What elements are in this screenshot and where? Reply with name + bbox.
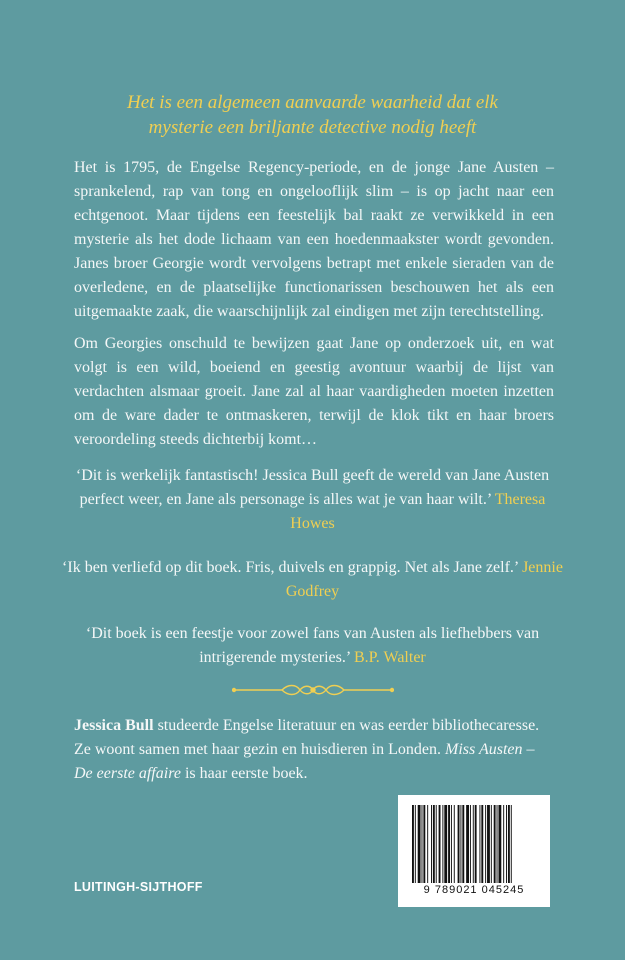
tagline bbox=[60, 90, 565, 140]
quote-text: ‘Ik ben verliefd op dit boek. Fris, duivels en grappig. Net als Jane zelf.’ bbox=[62, 559, 519, 576]
barcode-bar bbox=[475, 805, 477, 883]
barcode-bar bbox=[481, 805, 483, 883]
tagline-line-2: mysterie een briljante detective nodig heeft bbox=[148, 117, 477, 138]
barcode-bar bbox=[448, 805, 450, 883]
quote-author: Jennie Godfrey bbox=[285, 559, 563, 600]
publisher-logo: LUITINGH-SIJTHOFF bbox=[74, 880, 203, 894]
barcode-bar bbox=[485, 805, 486, 883]
barcode-bar bbox=[470, 805, 471, 883]
barcode-bar bbox=[506, 805, 507, 883]
isbn-number: 9 789021 045245 bbox=[423, 884, 525, 896]
barcode-bar bbox=[494, 805, 496, 883]
barcode-bar bbox=[503, 805, 504, 883]
barcode-bar bbox=[431, 805, 432, 883]
barcode-bar bbox=[479, 805, 480, 883]
quote-author: Theresa Howes bbox=[290, 491, 546, 532]
book-title: Miss Austen – De eerste affaire bbox=[74, 741, 535, 782]
review-quote bbox=[60, 464, 565, 536]
tagline-line-1: Het is een algemeen aanvaarde waarheid dat elk bbox=[127, 92, 498, 113]
barcode-bar bbox=[466, 805, 469, 883]
barcode-bar bbox=[412, 805, 414, 883]
barcode-bar bbox=[433, 805, 435, 883]
barcode-bar bbox=[497, 805, 498, 883]
author-bio-text: studeerde Engelse literatuur en was eerder bibliothecaresse. Ze woont samen met haar gezin en huisdieren in Londen. bbox=[74, 717, 540, 758]
author-bio-end: is haar eerste boek. bbox=[180, 765, 308, 782]
barcode-bar bbox=[462, 805, 464, 883]
barcode-bar bbox=[444, 805, 447, 883]
barcode bbox=[398, 795, 550, 907]
barcode-bar bbox=[422, 805, 423, 883]
barcode-bar bbox=[427, 805, 428, 883]
quote-text: ‘Dit is werkelijk fantastisch! Jessica Bull geeft de wereld van Jane Austen perfect weer, en Jane als personage is alles wat je van haar wilt.’ bbox=[75, 467, 550, 508]
barcode-bar bbox=[442, 805, 443, 883]
author-name: Jessica Bull bbox=[74, 717, 154, 734]
barcode-bar bbox=[454, 805, 455, 883]
barcode-bar bbox=[451, 805, 452, 883]
barcode-bar bbox=[439, 805, 441, 883]
barcode-bar bbox=[491, 805, 492, 883]
quote-author: B.P. Walter bbox=[354, 649, 426, 666]
barcode-bar bbox=[511, 805, 512, 883]
barcode-bar bbox=[473, 805, 474, 883]
barcode-bar bbox=[498, 805, 501, 883]
barcode-bar bbox=[423, 805, 425, 883]
barcode-bar bbox=[458, 805, 460, 883]
barcode-bar bbox=[436, 805, 437, 883]
blurb-paragraph-1: Het is 1795, de Engelse Regency-periode, en de jonge Jane Austen – sprankelend, rap van tong en ongelooflijk slim – is op jacht naar een echtgenoot. Maar tijdens een feestelijk bal raakt ze verwikkeld in een mysterie als het dode lichaam van een hoedenmaakster wordt gevonden. Janes broer Georgie wordt vervolgens betrapt met enkele sieraden van de overledene, en de plaatselijke functionarissen beschouwen het als een uitgemaakte zaak, die waarschijnlijk zal eindigen met zijn terechtstelling. bbox=[74, 159, 554, 320]
barcode-icon bbox=[412, 805, 536, 883]
author-bio bbox=[74, 714, 554, 786]
barcode-bar bbox=[415, 805, 416, 883]
review-quote bbox=[60, 556, 565, 604]
barcode-bar bbox=[487, 805, 490, 883]
decorative-divider-icon bbox=[232, 682, 394, 698]
barcode-bar bbox=[508, 805, 510, 883]
barcode-bar bbox=[418, 805, 421, 883]
review-quote bbox=[60, 622, 565, 670]
quote-text: ‘Dit boek is een feestje voor zowel fans van Austen als liefhebbers van intrigerende mysteries.’ bbox=[85, 625, 540, 666]
barcode-bar bbox=[460, 805, 461, 883]
blurb-paragraph-2: Om Georgies onschuld te bewijzen gaat Jane op onderzoek uit, en wat volgt is een wild, boeiend en geestig avontuur waarbij de lijst van verdachten alsmaar groeit. Jane zal al haar vaardigheden moeten inzetten om de ware dader te ontmaskeren, terwijl de klok tikt en haar broers veroordeling steeds dichterbij komt… bbox=[74, 335, 554, 448]
